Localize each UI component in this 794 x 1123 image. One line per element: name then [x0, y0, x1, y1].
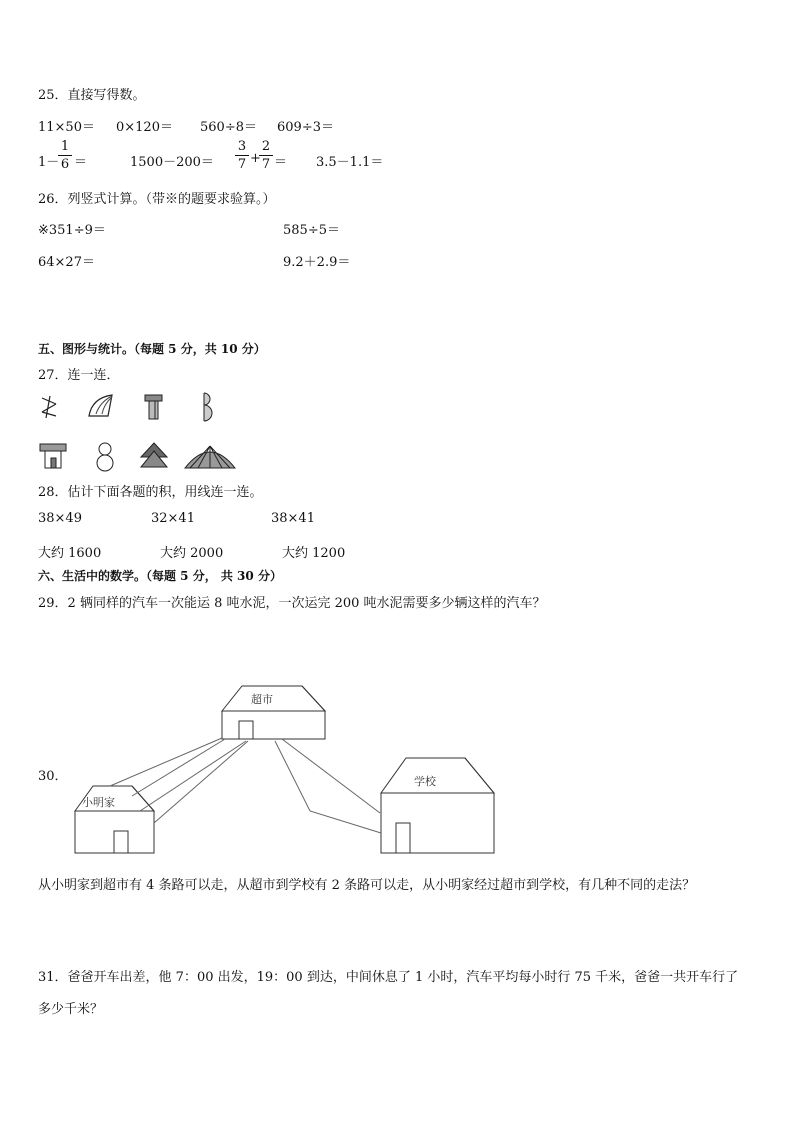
- q25-frac-sum-suffix: ＝: [274, 155, 288, 170]
- supermarket-label: 超市: [251, 693, 273, 706]
- q28-estimate-3: 大约 1200: [282, 546, 346, 561]
- supermarket-building: [222, 686, 325, 739]
- fraction-numerator: 3: [237, 139, 247, 154]
- q31-text-line2: 多少千米？: [38, 1002, 104, 1017]
- q26-item-1: ※351÷9＝: [38, 223, 106, 238]
- q26-item-3: 64×27＝: [38, 255, 95, 270]
- q28-estimate-2: 大约 2000: [160, 546, 224, 561]
- fraction-numerator: 1: [60, 139, 70, 154]
- q29-text: 29．2 辆同样的汽车一次能运 8 吨水泥，一次运完 200 吨水泥需要多少辆这样的汽车？: [38, 596, 546, 611]
- q26-item-4: 9.2＋2.9＝: [283, 255, 351, 270]
- fraction-one-sixth: [58, 140, 72, 171]
- q25-item-8: 3.5－1.1＝: [316, 155, 384, 170]
- fraction-denominator: 7: [261, 157, 271, 172]
- snowman-object-icon: [94, 440, 116, 472]
- q25-item-3: 560÷8＝: [200, 120, 257, 135]
- partial-snowman-icon: [194, 390, 214, 424]
- fraction-numerator: 2: [261, 139, 271, 154]
- q30-number: 30．: [38, 769, 68, 784]
- q25-frac-prefix: 1－: [38, 155, 60, 170]
- partial-view-lines-icon: [38, 394, 60, 420]
- section5-heading: 五、图形与统计。（每题 5 分，共 10 分）: [38, 342, 266, 356]
- umbrella-object-icon: [182, 442, 238, 470]
- school-building: [381, 758, 494, 853]
- fraction-denominator: 7: [237, 157, 247, 172]
- q30-text: 从小明家到超市有 4 条路可以走，从超市到学校有 2 条路可以走，从小明家经过超市到学校，有几种不同的走法？: [38, 878, 696, 893]
- q25-title: 25．直接写得数。: [38, 88, 146, 103]
- q28-title: 28．估计下面各题的积，用线连一连。: [38, 485, 263, 500]
- q28-expr-2: 32×41: [151, 511, 195, 526]
- partial-umbrella-icon: [86, 392, 116, 420]
- q28-expr-3: 38×41: [271, 511, 315, 526]
- house-object-icon: [36, 440, 70, 470]
- q25-item-6: 1500－200＝: [130, 155, 214, 170]
- section6-heading: 六、生活中的数学。（每题 5 分， 共 30 分）: [38, 569, 282, 583]
- stacked-cones-icon: [138, 440, 170, 470]
- school-label: 学校: [414, 775, 436, 788]
- q26-title: 26．列竖式计算。（带※的题要求验算。）: [38, 192, 276, 207]
- plus-sign: +: [250, 151, 261, 166]
- q25-item-4: 609÷3＝: [277, 120, 334, 135]
- q28-expr-1: 38×49: [38, 511, 82, 526]
- q25-item-1: 11×50＝: [38, 120, 95, 135]
- q31-text-line1: 31．爸爸开车出差，他 7：00 出发，19：00 到达，中间休息了 1 小时，汽车平均每小时行 75 千米，爸爸一共开车行了: [38, 970, 739, 985]
- q27-title: 27．连一连．: [38, 368, 120, 383]
- q26-item-2: 585÷5＝: [283, 223, 340, 238]
- partial-house-icon: [142, 392, 166, 422]
- q28-estimate-1: 大约 1600: [38, 546, 102, 561]
- fraction-two-sevenths: [259, 140, 273, 171]
- fraction-denominator: 6: [60, 157, 70, 172]
- home-label: 小明家: [82, 796, 115, 809]
- route-diagram: [70, 683, 496, 858]
- fraction-three-sevenths: [235, 140, 249, 171]
- q25-item-2: 0×120＝: [116, 120, 173, 135]
- q25-frac-suffix: ＝: [74, 155, 88, 170]
